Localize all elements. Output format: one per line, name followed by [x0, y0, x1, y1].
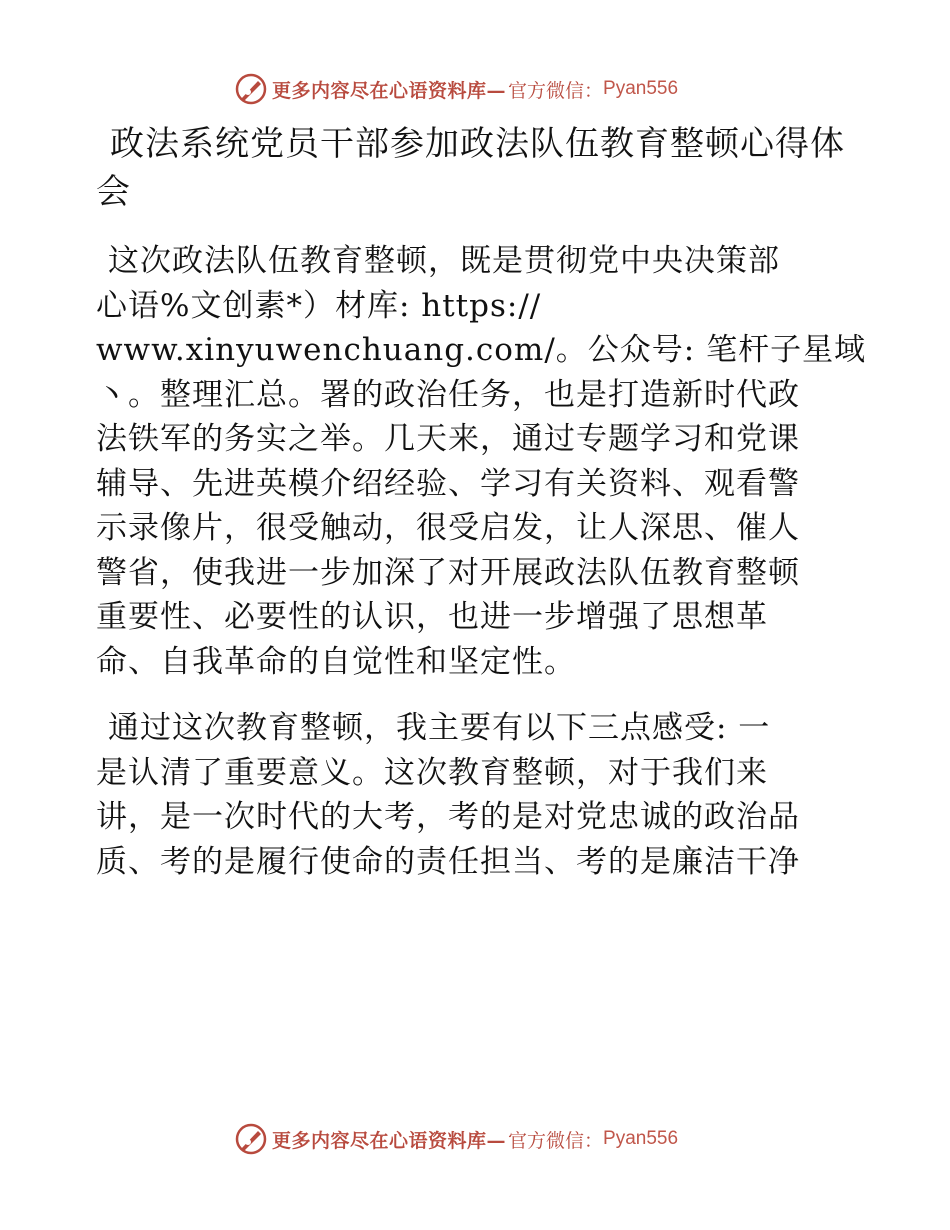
paragraph-line: 法铁军的务实之举。几天来，通过专题学习和党课	[96, 421, 800, 457]
paragraph-2	[96, 706, 856, 884]
paragraph-line: 命、自我革命的自觉性和坚定性。	[96, 643, 576, 680]
title-line-2: 会	[96, 172, 131, 212]
paragraph-line: 质、考的是履行使命的责任担当、考的是廉洁干净	[96, 843, 800, 880]
paragraph-line: www.xinyuwenchuang.com/。公众号: 笔杆子星域	[96, 332, 867, 368]
paragraph-line: 通过这次教育整顿，我主要有以下三点感受: 一	[108, 710, 771, 746]
banner-wechat-id: Pyan556	[603, 1128, 679, 1149]
document-body	[96, 120, 867, 906]
paragraph-line: 讲，是一次时代的大考，考的是对党忠诚的政治品	[96, 799, 800, 835]
banner-wechat-label: 官方微信：	[508, 79, 604, 102]
paragraph-1	[96, 239, 867, 684]
paragraph-line: 警省，使我进一步加深了对开展政法队伍教育整顿	[96, 554, 800, 591]
footer-banner	[234, 1122, 734, 1156]
banner-text: 更多内容尽在心语资料库—	[272, 1129, 507, 1152]
title-line-1: 政法系统党员干部参加政法队伍教育整顿心得体	[110, 124, 845, 164]
banner-text: 更多内容尽在心语资料库—	[272, 79, 507, 102]
pen-nib-seal-icon	[234, 72, 268, 106]
banner-wechat-id: Pyan556	[603, 78, 679, 99]
header-banner	[234, 72, 734, 106]
paragraph-line: 辅导、先进英模介绍经验、学习有关资料、观看警	[96, 465, 800, 502]
banner-wechat-label: 官方微信：	[508, 1129, 604, 1152]
paragraph-line: 心语%文创素*）材库: https://	[96, 287, 542, 324]
paragraph-line: 丶。整理汇总。署的政治任务，也是打造新时代政	[96, 376, 800, 413]
pen-nib-seal-icon	[234, 1122, 268, 1156]
paragraph-line: 重要性、必要性的认识，也进一步增强了思想革	[96, 599, 768, 635]
paragraph-line: 示录像片，很受触动，很受启发，让人深思、催人	[96, 510, 800, 546]
paragraph-line: 是认清了重要意义。这次教育整顿，对于我们来	[96, 754, 768, 791]
document-title	[96, 120, 856, 216]
paragraph-line: 这次政法队伍教育整顿，既是贯彻党中央决策部	[108, 243, 780, 279]
